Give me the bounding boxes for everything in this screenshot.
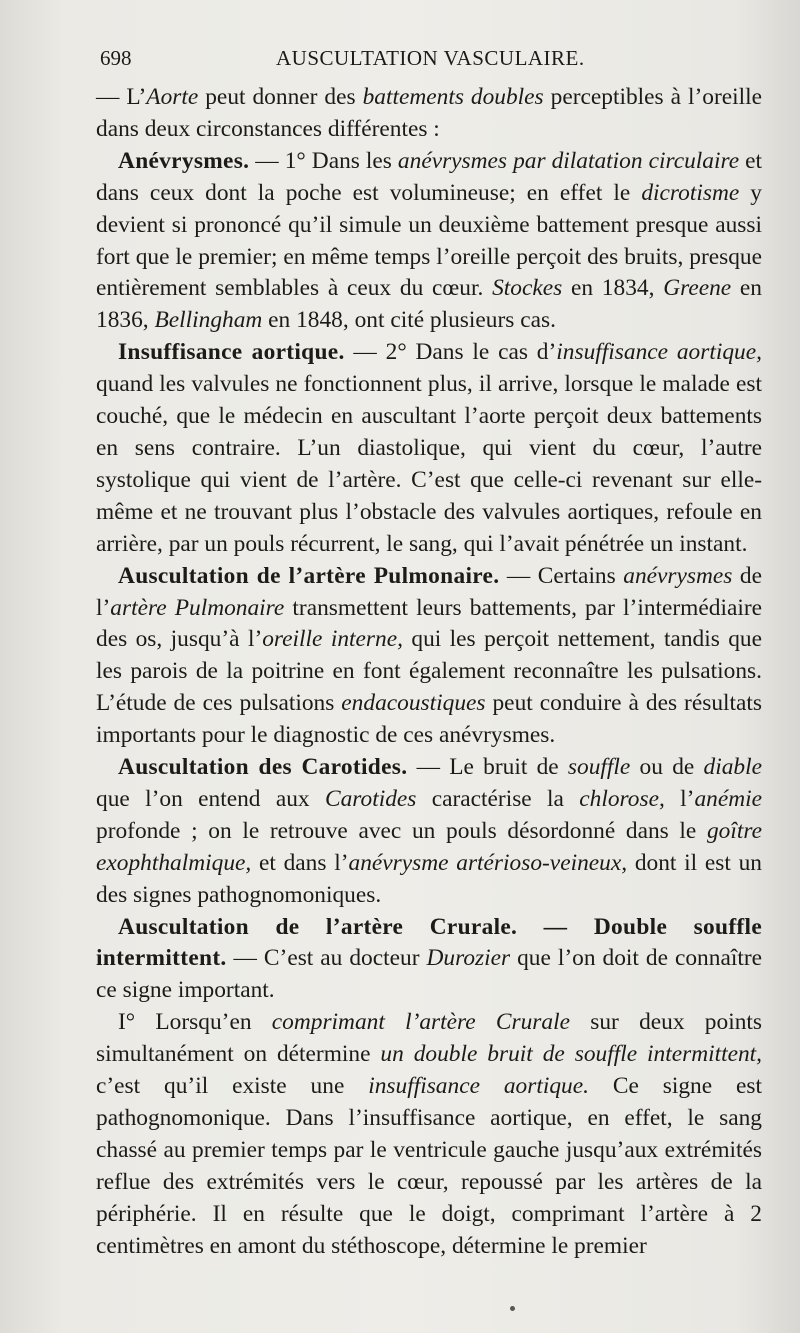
running-title: AUSCULTATION VASCULAIRE. [276,46,585,70]
section-heading-anevrysmes: Anévrysmes. [118,147,250,174]
section-heading-insuffisance-aortique: Insuffisance aortique. [118,339,345,366]
body-text [96,82,762,1263]
page-header [100,46,760,74]
section-heading-artere-pulmonaire: Auscultation de l’artère Pulmonaire. [118,562,500,589]
page-number: 698 [100,46,132,70]
paragraph-artere-crurale: Auscultation de l’artère Crurale. — Double souffle intermittent. — C’est au docteur Durozier que l’on doit de connaître ce signe important. [96,913,762,1004]
paragraph-comprimant: I° Lorsqu’en comprimant l’artère Crurale sur deux points simultanément on détermine un double bruit de souffle intermittent, c’est qu’il existe une insuffisance aortique. Ce signe est pathognomonique. Dans l’insuffisance aortique, en effet, le sang chassé au premier temps par le ventricule gauche jusqu’aux extrémités reflue des extrémités vers le cœur, repoussé par les artères de la périphérie. Il en résulte que le doigt, comprimant l’artère à 2 centimètres en amont du stéthoscope, détermine le premier [96,1009,763,1259]
paragraph-artere-pulmonaire: Auscultation de l’artère Pulmonaire. — Certains anévrysmes de l’artère Pulmonaire transmettent leurs battements, par l’intermédiaire des os, jusqu’à l’oreille interne, qui les perçoit nettement, tandis que les parois de la poitrine en font également reconnaître les pulsations. L’étude de ces pulsations endacoustiques peut conduire à des résultats importants pour le diagnostic de ces anévrysmes. [96,562,763,749]
paragraph-insuffisance-aortique: Insuffisance aortique. — 2° Dans le cas d’insuffisance aortique, quand les valvules ne fonctionnent plus, il arrive, lorsque le malade est couché, que le médecin en auscultant l’aorte perçoit deux battements en sens contraire. L’un diastolique, qui vient du cœur, l’autre systolique qui vient de l’artère. C’est que celle-ci revenant sur elle-même et ne trouvant plus l’obstacle des valvules aortiques, refoule en arrière, par un pouls récurrent, le sang, qui l’avait pénétrée un instant. [96,339,762,557]
paragraph-aorte: — L’Aorte peut donner des battements doubles perceptibles à l’oreille dans deux circonstances différentes : [96,84,763,142]
section-heading-artere-crurale: Auscultation de l’artère Crurale. — Double souffle intermittent. [96,913,762,972]
ink-spot [510,1306,515,1311]
paragraph-anevrysmes: Anévrysmes. — 1° Dans les anévrysmes par dilatation circulaire et dans ceux dont la poche est volumineuse; en effet le dicrotisme y devient si prononcé qu’il simule un deuxième battement presque aussi fort que le premier; en même temps l’oreille perçoit des bruits, presque entièrement semblables à ceux du cœur. Stockes en 1834, Greene en 1836, Bellingham en 1848, ont cité plusieurs cas. [96,147,763,334]
section-heading-carotides: Auscultation des Carotides. [118,754,408,781]
paragraph-carotides: Auscultation des Carotides. — Le bruit de souffle ou de diable que l’on entend aux Carotides caractérise la chlorose, l’anémie profonde ; on le retrouve avec un pouls désordonné dans le goître exophthalmique, et dans l’anévrysme artérioso-veineux, dont il est un des signes pathognomoniques. [96,754,762,908]
